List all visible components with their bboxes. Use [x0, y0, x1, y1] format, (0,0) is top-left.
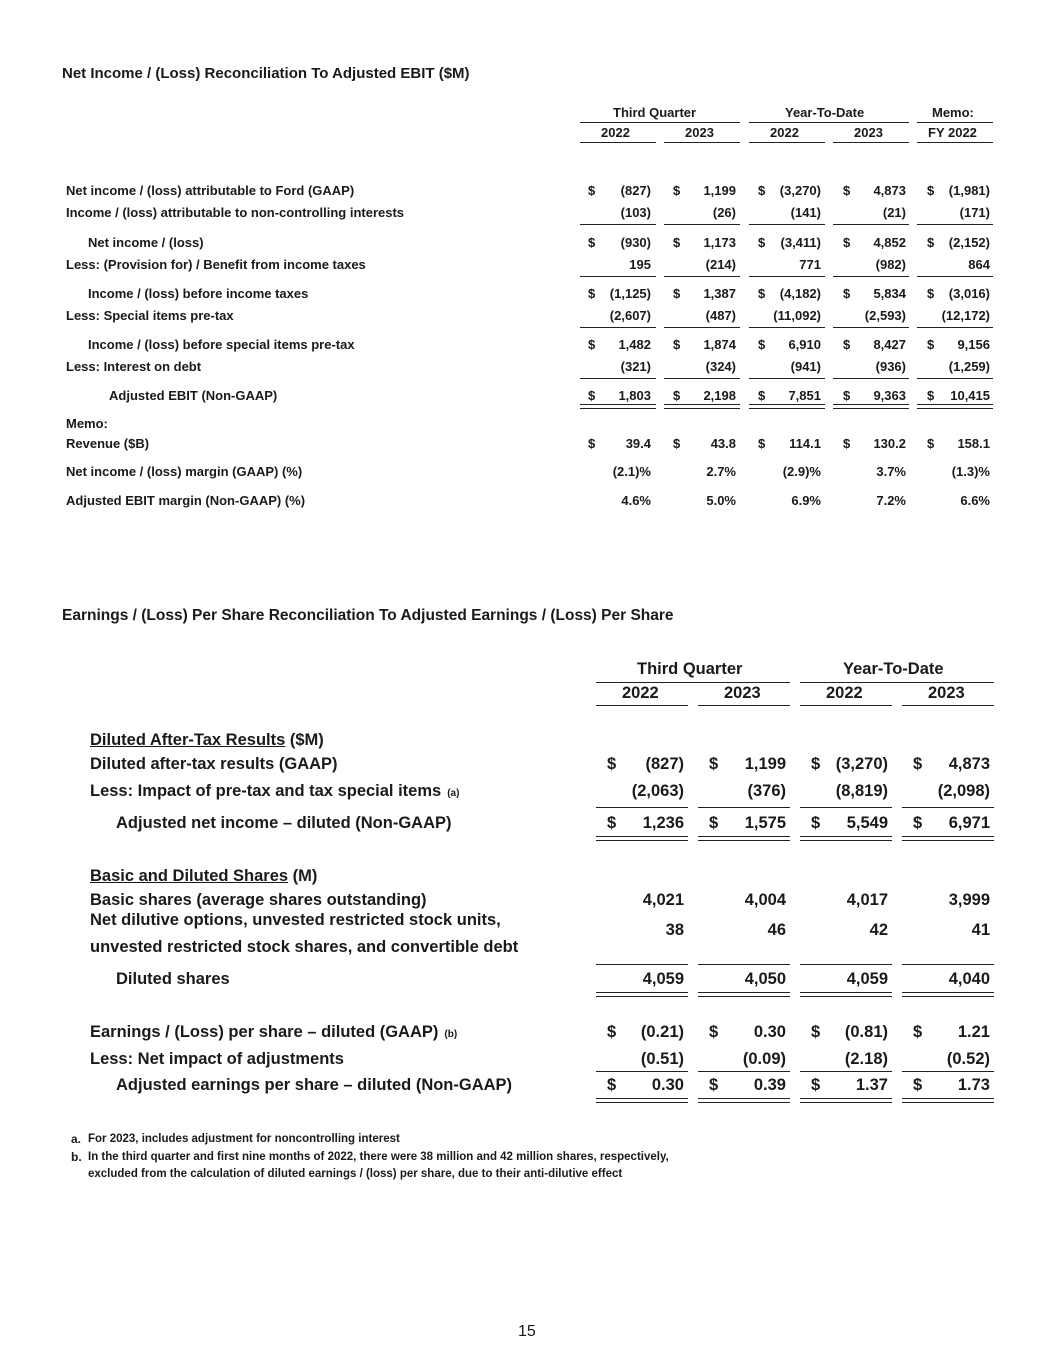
row-label: Net income / (loss) attributable to Ford (GAAP) — [66, 183, 355, 198]
single-rule — [664, 378, 740, 379]
table-cell-value: (0.81) — [844, 1023, 888, 1041]
single-rule — [917, 327, 993, 328]
table-cell-value: 2.7% — [706, 464, 736, 479]
table-cell-value: 1.73 — [957, 1076, 990, 1094]
single-rule — [749, 142, 825, 143]
currency-symbol: $ — [673, 388, 681, 403]
double-rule — [902, 836, 994, 841]
table-cell-value: (2,152) — [948, 235, 990, 250]
table-cell-value: 4,050 — [744, 970, 786, 988]
table-cell-value: 42 — [869, 921, 888, 939]
currency-symbol: $ — [588, 388, 596, 403]
table-cell-value: 4,059 — [642, 970, 684, 988]
table-cell-value: 7.2% — [876, 493, 906, 508]
single-rule — [800, 807, 892, 808]
col-header: 2023 — [685, 125, 714, 140]
single-rule — [698, 1071, 790, 1072]
group-header-ytd: Year-To-Date — [785, 105, 865, 120]
table-cell-value: 1,199 — [744, 755, 786, 773]
currency-symbol: $ — [913, 755, 923, 773]
table-cell-value: 6,971 — [948, 814, 990, 832]
table-cell-value: (1.3)% — [951, 464, 990, 479]
double-rule — [698, 992, 790, 997]
table-cell-value: 6.9% — [791, 493, 821, 508]
table-cell-value: (0.09) — [742, 1050, 786, 1068]
row-label: Adjusted EBIT margin (Non-GAAP) (%) — [66, 493, 306, 508]
currency-symbol: $ — [758, 388, 766, 403]
currency-symbol: $ — [588, 337, 596, 352]
single-rule — [749, 327, 825, 328]
table-cell-value: (11,092) — [773, 308, 821, 323]
footnote-text: In the third quarter and first nine months of 2022, there were 38 million and 42 million shares, respectively, — [88, 1151, 669, 1163]
table-cell-value: 41 — [971, 921, 990, 939]
table-cell-value: 1,482 — [618, 337, 651, 352]
row-label: Basic shares (average shares outstanding) — [90, 891, 427, 909]
double-rule — [596, 836, 688, 841]
single-rule — [749, 122, 909, 123]
single-rule — [902, 964, 994, 965]
single-rule — [800, 964, 892, 965]
currency-symbol: $ — [913, 1076, 923, 1094]
table-cell-value: (324) — [705, 359, 736, 374]
group-header-memo: Memo: — [932, 105, 974, 120]
currency-symbol: $ — [927, 286, 935, 301]
table-cell-value: (2.18) — [844, 1050, 888, 1068]
table-cell-value: 771 — [799, 257, 821, 272]
currency-symbol: $ — [673, 337, 681, 352]
table-cell-value: 5,834 — [873, 286, 906, 301]
double-rule — [580, 404, 656, 409]
row-label: Income / (loss) before special items pre-tax — [88, 337, 355, 352]
currency-symbol: $ — [673, 183, 681, 198]
table-cell-value: 864 — [968, 257, 990, 272]
col-header: 2022 — [601, 125, 630, 140]
row-label: Earnings / (Loss) per share – diluted (GAAP) (b) — [90, 1023, 458, 1041]
single-rule — [580, 142, 656, 143]
col-header: 2023 — [724, 684, 761, 702]
double-rule — [664, 404, 740, 409]
single-rule — [664, 224, 740, 225]
currency-symbol: $ — [709, 1076, 719, 1094]
table-cell-value: 195 — [629, 257, 651, 272]
currency-symbol: $ — [588, 436, 596, 451]
currency-symbol: $ — [927, 337, 935, 352]
table-cell-value: 5.0% — [706, 493, 736, 508]
table-cell-value: 4,040 — [948, 970, 990, 988]
row-label: Less: (Provision for) / Benefit from income taxes — [66, 257, 366, 272]
currency-symbol: $ — [709, 1023, 719, 1041]
table-cell-value: (3,411) — [780, 235, 821, 250]
single-rule — [833, 327, 909, 328]
table-cell-value: (321) — [620, 359, 651, 374]
table-cell-value: (214) — [705, 257, 736, 272]
table-cell-value: 1,387 — [703, 286, 736, 301]
table-cell-value: (930) — [620, 235, 651, 250]
currency-symbol: $ — [758, 286, 766, 301]
table-cell-value: 4,852 — [873, 235, 906, 250]
table-cell-value: 4,021 — [642, 891, 684, 909]
currency-symbol: $ — [843, 286, 851, 301]
table-cell-value: (2.9)% — [782, 464, 821, 479]
currency-symbol: $ — [673, 286, 681, 301]
currency-symbol: $ — [927, 436, 935, 451]
single-rule — [596, 807, 688, 808]
row-label: Less: Special items pre-tax — [66, 308, 234, 323]
currency-symbol: $ — [843, 436, 851, 451]
col-header: FY 2022 — [928, 125, 977, 140]
double-rule — [596, 1098, 688, 1103]
table-cell-value: (2,063) — [631, 782, 684, 800]
table-cell-value: (2,098) — [937, 782, 990, 800]
currency-symbol: $ — [843, 337, 851, 352]
table-cell-value: 10,415 — [950, 388, 990, 403]
currency-symbol: $ — [588, 286, 596, 301]
single-rule — [580, 122, 740, 123]
table-cell-value: (26) — [712, 205, 736, 220]
single-rule — [800, 1071, 892, 1072]
single-rule — [749, 276, 825, 277]
table-cell-value: (1,125) — [609, 286, 651, 301]
table-cell-value: (12,172) — [941, 308, 990, 323]
double-rule — [800, 836, 892, 841]
subhead-basic-diluted-shares: Basic and Diluted Shares (M) — [90, 867, 318, 885]
row-label: Less: Interest on debt — [66, 359, 202, 374]
table-cell-value: (8,819) — [835, 782, 888, 800]
table-cell-value: (0.51) — [640, 1050, 684, 1068]
table-cell-value: (936) — [875, 359, 906, 374]
currency-symbol: $ — [927, 183, 935, 198]
table-cell-value: 6.6% — [960, 493, 990, 508]
currency-symbol: $ — [607, 755, 617, 773]
row-label: Memo: — [66, 416, 108, 431]
section1-title: Net Income / (Loss) Reconciliation To Adjusted EBIT ($M) — [62, 65, 470, 82]
currency-symbol: $ — [811, 1023, 821, 1041]
double-rule — [698, 1098, 790, 1103]
row-label: Less: Net impact of adjustments — [90, 1050, 344, 1068]
table-cell-value: (982) — [875, 257, 906, 272]
group-header-ytd-2: Year-To-Date — [843, 660, 944, 678]
single-rule — [833, 224, 909, 225]
table-cell-value: (376) — [747, 782, 786, 800]
currency-symbol: $ — [709, 814, 719, 832]
table-cell-value: (21) — [882, 205, 906, 220]
single-rule — [917, 122, 993, 123]
footnote-text: excluded from the calculation of diluted earnings / (loss) per share, due to their anti-dilutive effect — [88, 1168, 623, 1180]
single-rule — [917, 378, 993, 379]
table-cell-value: 1,236 — [642, 814, 684, 832]
currency-symbol: $ — [588, 235, 596, 250]
table-cell-value: 46 — [767, 921, 786, 939]
currency-symbol: $ — [588, 183, 596, 198]
table-cell-value: 3,999 — [948, 891, 990, 909]
footnote-ref: (b) — [444, 1029, 458, 1040]
table-cell-value: (487) — [705, 308, 736, 323]
table-cell-value: (2,607) — [609, 308, 651, 323]
double-rule — [902, 1098, 994, 1103]
table-cell-value: 9,363 — [873, 388, 906, 403]
row-label: Adjusted net income – diluted (Non-GAAP) — [116, 814, 452, 832]
currency-symbol: $ — [811, 755, 821, 773]
currency-symbol: $ — [843, 388, 851, 403]
row-label: Adjusted earnings per share – diluted (Non-GAAP) — [116, 1076, 513, 1094]
currency-symbol: $ — [607, 1076, 617, 1094]
table-cell-value: 4,004 — [744, 891, 786, 909]
single-rule — [917, 276, 993, 277]
table-cell-value: (941) — [790, 359, 821, 374]
single-rule — [749, 378, 825, 379]
table-cell-value: (827) — [620, 183, 651, 198]
table-cell-value: 1,803 — [618, 388, 651, 403]
group-header-third-quarter-2: Third Quarter — [637, 660, 743, 678]
table-cell-value: 0.30 — [753, 1023, 786, 1041]
row-label: Adjusted EBIT (Non-GAAP) — [109, 388, 278, 403]
double-rule — [917, 404, 993, 409]
single-rule — [917, 142, 993, 143]
table-cell-value: 4,017 — [846, 891, 888, 909]
currency-symbol: $ — [913, 1023, 923, 1041]
row-label: Net dilutive options, unvested restricted stock units, — [90, 911, 501, 929]
currency-symbol: $ — [758, 183, 766, 198]
table-cell-value: (1,259) — [948, 359, 990, 374]
table-cell-value: (3,270) — [835, 755, 888, 773]
single-rule — [800, 682, 994, 683]
row-label: Income / (loss) before income taxes — [88, 286, 309, 301]
currency-symbol: $ — [843, 183, 851, 198]
footnote-text: For 2023, includes adjustment for noncontrolling interest — [88, 1133, 400, 1145]
double-rule — [800, 1098, 892, 1103]
table-cell-value: 2,198 — [703, 388, 736, 403]
row-label: Net income / (loss) — [88, 235, 204, 250]
currency-symbol: $ — [927, 388, 935, 403]
single-rule — [698, 705, 790, 706]
row-label: Less: Impact of pre-tax and tax special items (a) — [90, 782, 460, 800]
page-number: 15 — [518, 1323, 536, 1340]
table-cell-value: 4.6% — [621, 493, 651, 508]
single-rule — [698, 807, 790, 808]
single-rule — [749, 224, 825, 225]
row-label: Revenue ($B) — [66, 436, 150, 451]
currency-symbol: $ — [811, 814, 821, 832]
table-cell-value: 0.39 — [753, 1076, 786, 1094]
table-cell-value: 114.1 — [789, 436, 821, 451]
table-cell-value: (141) — [790, 205, 821, 220]
row-label-continued: unvested restricted stock shares, and convertible debt — [90, 938, 519, 956]
table-cell-value: 130.2 — [873, 436, 906, 451]
table-cell-value: 6,910 — [788, 337, 821, 352]
table-cell-value: 1.21 — [957, 1023, 990, 1041]
table-cell-value: 38 — [665, 921, 684, 939]
currency-symbol: $ — [913, 814, 923, 832]
single-rule — [580, 224, 656, 225]
currency-symbol: $ — [607, 814, 617, 832]
single-rule — [596, 1071, 688, 1072]
single-rule — [580, 378, 656, 379]
single-rule — [833, 276, 909, 277]
table-cell-value: (827) — [645, 755, 684, 773]
table-cell-value: 7,851 — [788, 388, 821, 403]
section2-title: Earnings / (Loss) Per Share Reconciliation To Adjusted Earnings / (Loss) Per Share — [62, 607, 674, 624]
single-rule — [833, 142, 909, 143]
table-cell-value: 43.8 — [710, 436, 736, 451]
currency-symbol: $ — [673, 235, 681, 250]
table-cell-value: 1,874 — [703, 337, 736, 352]
currency-symbol: $ — [811, 1076, 821, 1094]
footnote-marker: a. — [71, 1132, 82, 1146]
single-rule — [664, 276, 740, 277]
table-cell-value: 8,427 — [873, 337, 906, 352]
single-rule — [902, 807, 994, 808]
currency-symbol: $ — [927, 235, 935, 250]
table-cell-value: 4,873 — [873, 183, 906, 198]
col-header: 2023 — [854, 125, 883, 140]
single-rule — [664, 327, 740, 328]
table-cell-value: 1.37 — [855, 1076, 888, 1094]
table-cell-value: (1,981) — [948, 183, 990, 198]
double-rule — [749, 404, 825, 409]
single-rule — [664, 142, 740, 143]
subhead-diluted-after-tax: Diluted After-Tax Results ($M) — [90, 731, 324, 749]
table-cell-value: (3,270) — [779, 183, 821, 198]
double-rule — [800, 992, 892, 997]
table-cell-value: (2.1)% — [612, 464, 651, 479]
single-rule — [902, 1071, 994, 1072]
currency-symbol: $ — [843, 235, 851, 250]
table-cell-value: (0.52) — [946, 1050, 990, 1068]
double-rule — [698, 836, 790, 841]
double-rule — [596, 992, 688, 997]
table-cell-value: (171) — [959, 205, 990, 220]
row-label: Diluted after-tax results (GAAP) — [90, 755, 338, 773]
double-rule — [902, 992, 994, 997]
table-cell-value: 4,059 — [846, 970, 888, 988]
double-rule — [833, 404, 909, 409]
single-rule — [833, 378, 909, 379]
table-cell-value: 158.1 — [957, 436, 990, 451]
currency-symbol: $ — [758, 235, 766, 250]
single-rule — [917, 224, 993, 225]
table-cell-value: 5,549 — [846, 814, 888, 832]
table-cell-value: 3.7% — [876, 464, 906, 479]
single-rule — [596, 682, 790, 683]
single-rule — [902, 705, 994, 706]
col-header: 2022 — [622, 684, 659, 702]
currency-symbol: $ — [758, 436, 766, 451]
table-cell-value: (3,016) — [948, 286, 990, 301]
footnote-marker: b. — [71, 1150, 82, 1164]
currency-symbol: $ — [758, 337, 766, 352]
table-cell-value: (103) — [620, 205, 651, 220]
single-rule — [580, 327, 656, 328]
single-rule — [800, 705, 892, 706]
table-cell-value: 0.30 — [651, 1076, 684, 1094]
table-cell-value: 9,156 — [957, 337, 990, 352]
col-header: 2022 — [826, 684, 863, 702]
row-label: Net income / (loss) margin (GAAP) (%) — [66, 464, 303, 479]
single-rule — [580, 276, 656, 277]
footnote-ref: (a) — [447, 788, 460, 799]
table-cell-value: 1,173 — [703, 235, 736, 250]
table-cell-value: 1,199 — [703, 183, 736, 198]
row-label: Income / (loss) attributable to non-controlling interests — [66, 205, 405, 220]
currency-symbol: $ — [607, 1023, 617, 1041]
single-rule — [596, 964, 688, 965]
group-header-third-quarter: Third Quarter — [613, 105, 697, 120]
single-rule — [596, 705, 688, 706]
table-cell-value: (2,593) — [864, 308, 906, 323]
currency-symbol: $ — [709, 755, 719, 773]
currency-symbol: $ — [673, 436, 681, 451]
table-cell-value: (4,182) — [779, 286, 821, 301]
table-cell-value: 39.4 — [625, 436, 651, 451]
table-cell-value: (0.21) — [640, 1023, 684, 1041]
table-cell-value: 4,873 — [948, 755, 990, 773]
table-cell-value: 1,575 — [744, 814, 786, 832]
single-rule — [698, 964, 790, 965]
col-header: 2022 — [770, 125, 799, 140]
col-header: 2023 — [928, 684, 965, 702]
row-label: Diluted shares — [116, 970, 230, 988]
